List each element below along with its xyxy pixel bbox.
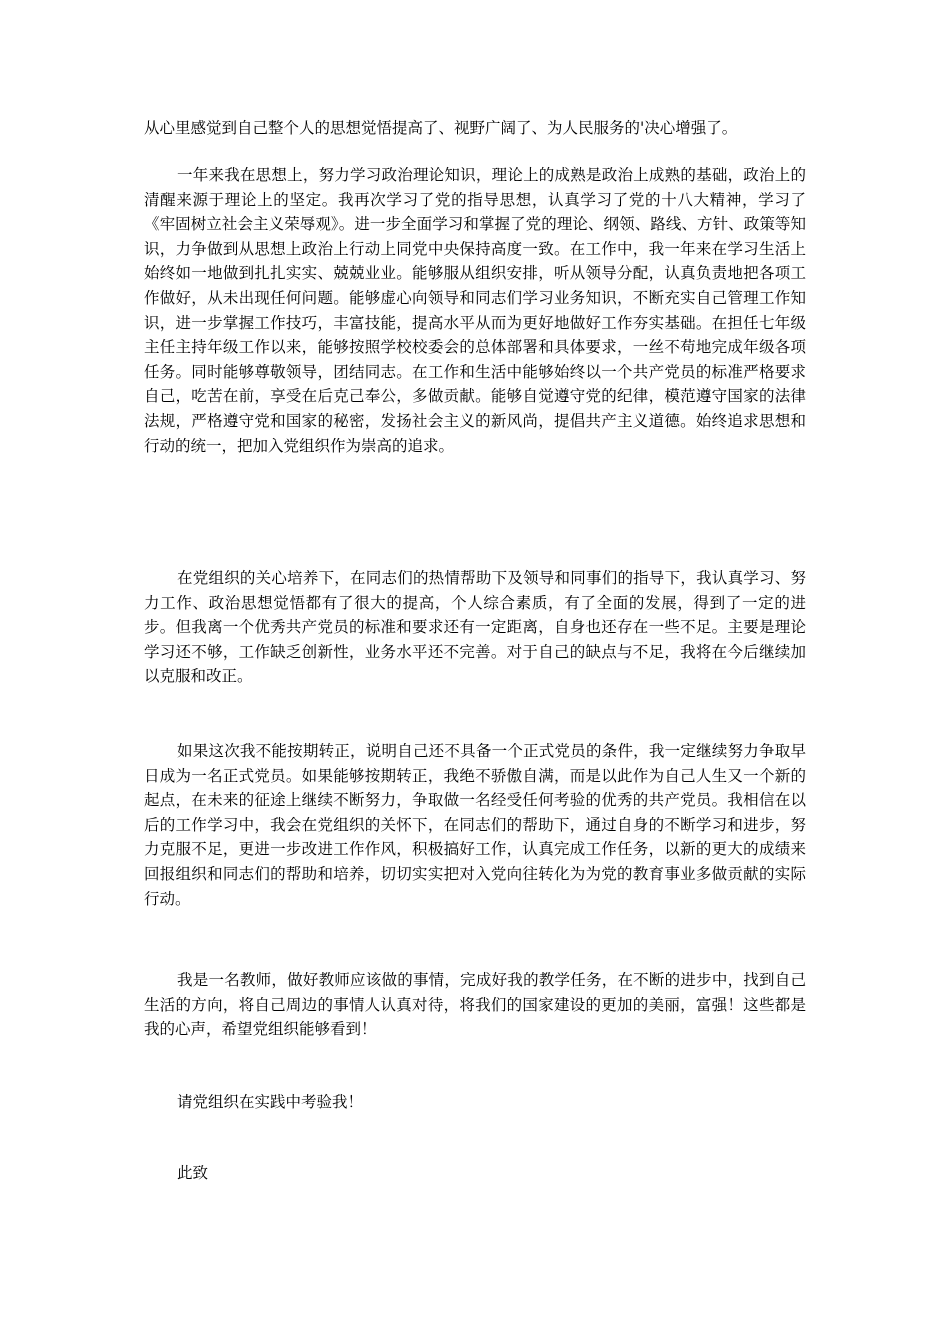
paragraph-shortcomings: 在党组织的关心培养下，在同志们的热情帮助下及领导和同事们的指导下，我认真学习、努力工作、政治思想觉悟都有了很大的提高，个人综合素质，有了全面的发展，得到了一定的进步。但我离一个优秀共产党员的标准和要求还有一定距离，自身也还存在一些不足。主要是理论学习还不够，工作缺乏创新性，业务水平还不完善。对于自己的缺点与不足，我将在今后继续加以克服和改正。 bbox=[144, 569, 806, 686]
paragraph-request: 请党组织在实践中考验我！ bbox=[177, 1093, 364, 1111]
paragraph-teacher: 我是一名教师，做好教师应该做的事情，完成好我的教学任务，在不断的进步中，找到自己生活的方向，将自己周边的事情人认真对待，将我们的国家建设的更加的美丽，富强！这些都是我的心声，希望党组织能够看到！ bbox=[144, 971, 806, 1039]
paragraph-continuation: 从心里感觉到自己整个人的思想觉悟提高了、视野广阔了、为人民服务的'决心增强了。 bbox=[144, 119, 738, 137]
paragraph-closing: 此致 bbox=[177, 1164, 209, 1182]
paragraph-probation: 如果这次我不能按期转正，说明自己还不具备一个正式党员的条件，我一定继续努力争取早日成为一名正式党员。如果能够按期转正，我绝不骄傲自满，而是以此作为自己人生又一个新的起点，在未来的征途上继续不断努力，争取做一名经受任何考验的优秀的共产党员。我相信在以后的工作学习中，我会在党组织的关怀下，在同志们的帮助下，通过自身的不断学习和进步，努力克服不足，更进一步改进工作作风，积极搞好工作，认真完成工作任务，以新的更大的成绩来回报组织和同志们的帮助和培养，切切实实把对入党向往转化为为党的教育事业多做贡献的实际行动。 bbox=[144, 742, 806, 908]
paragraph-ideology: 一年来我在思想上，努力学习政治理论知识，理论上的成熟是政治上成熟的基础，政治上的清醒来源于理论上的坚定。我再次学习了党的指导思想，认真学习了党的十八大精神，学习了《牢固树立社会主义荣辱观》。进一步全面学习和掌握了党的理论、纲领、路线、方针、政策等知识，力争做到从思想上政治上行动上同党中央保持高度一致。在工作中，我一年来在学习生活上始终如一地做到扎扎实实、兢兢业业。能够服从组织安排，听从领导分配，认真负责地把各项工作做好，从未出现任何问题。能够虚心向领导和同志们学习业务知识，不断充实自己管理工作知识，进一步掌握工作技巧，丰富技能，提高水平从而为更好地做好工作夯实基础。在担任七年级主任主持年级工作以来，能够按照学校校委会的总体部署和具体要求，一丝不苟地完成年级各项任务。同时能够尊敬领导，团结同志。在工作和生活中能够始终以一个共产党员的标准严格要求自己，吃苦在前，享受在后克己奉公，多做贡献。能够自觉遵守党的纪律，模范遵守国家的法律法规，严格遵守党和国家的秘密，发扬社会主义的新风尚，提倡共产主义道德。始终追求思想和行动的统一，把加入党组织作为崇高的追求。 bbox=[144, 166, 806, 455]
